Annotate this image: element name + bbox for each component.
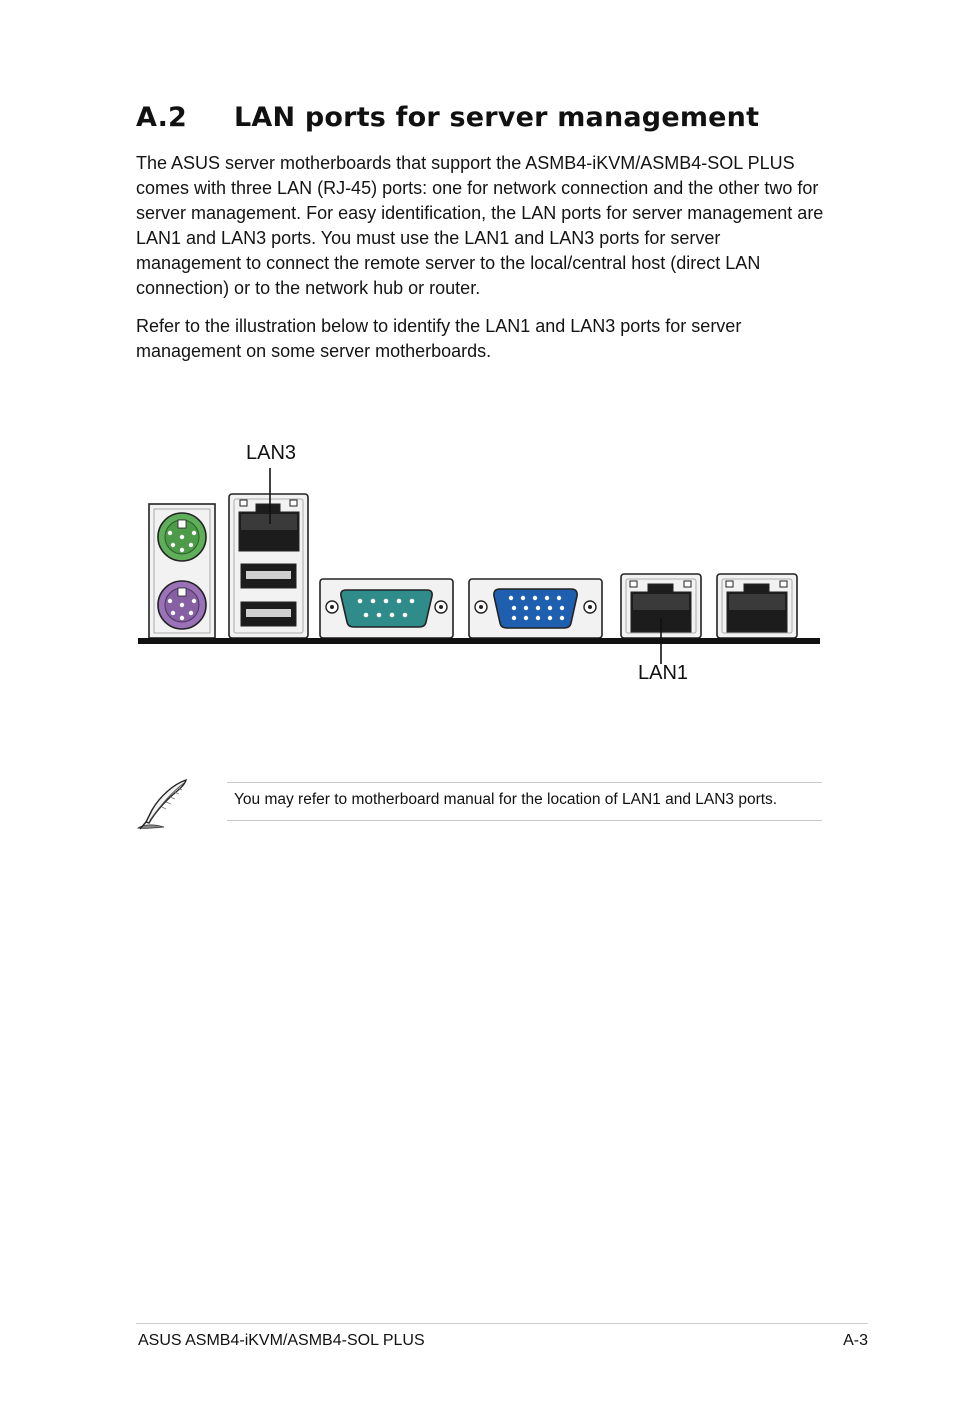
note-rule-top xyxy=(227,782,822,783)
usb-port-top xyxy=(241,564,296,588)
note-rule-bottom xyxy=(227,820,822,821)
lan1-label: LAN1 xyxy=(638,662,689,684)
lan3-usb-stack xyxy=(229,494,308,638)
illustration-paragraph: Refer to the illustration below to identify the LAN1 and LAN3 ports for server management on some server motherboards. xyxy=(136,316,742,361)
board-edge xyxy=(138,638,820,644)
lan2-port xyxy=(717,574,797,638)
note-text: You may refer to motherboard manual for the location of LAN1 and LAN3 ports. xyxy=(234,791,778,808)
footer-rule xyxy=(136,1323,868,1324)
intro-paragraph: The ASUS server motherboards that support the ASMB4-iKVM/ASMB4-SOL PLUS comes with three LAN (RJ-45) ports: one for network connection and the other two for server management. For easy identification, the LAN ports for server management are LAN1 and LAN3 ports. You must use the LAN1 and LAN3 ports for server management to connect the remote server to the local/central host (direct LAN connection) or to the network hub or router. xyxy=(136,153,824,298)
footer-page-number: A-3 xyxy=(843,1332,868,1349)
footer-manual-title: ASUS ASMB4-iKVM/ASMB4-SOL PLUS xyxy=(138,1332,425,1349)
quill-pen-icon xyxy=(134,776,194,832)
section-title: LAN ports for server management xyxy=(234,102,760,133)
vga-port xyxy=(469,579,602,638)
lan3-label: LAN3 xyxy=(246,442,297,464)
serial-port xyxy=(320,579,453,638)
usb-port-bottom xyxy=(241,602,296,626)
ps2-keyboard-port xyxy=(158,581,206,629)
ps2-mouse-port xyxy=(158,513,206,561)
section-number: A.2 xyxy=(136,102,188,133)
ps2-ports xyxy=(149,504,215,638)
